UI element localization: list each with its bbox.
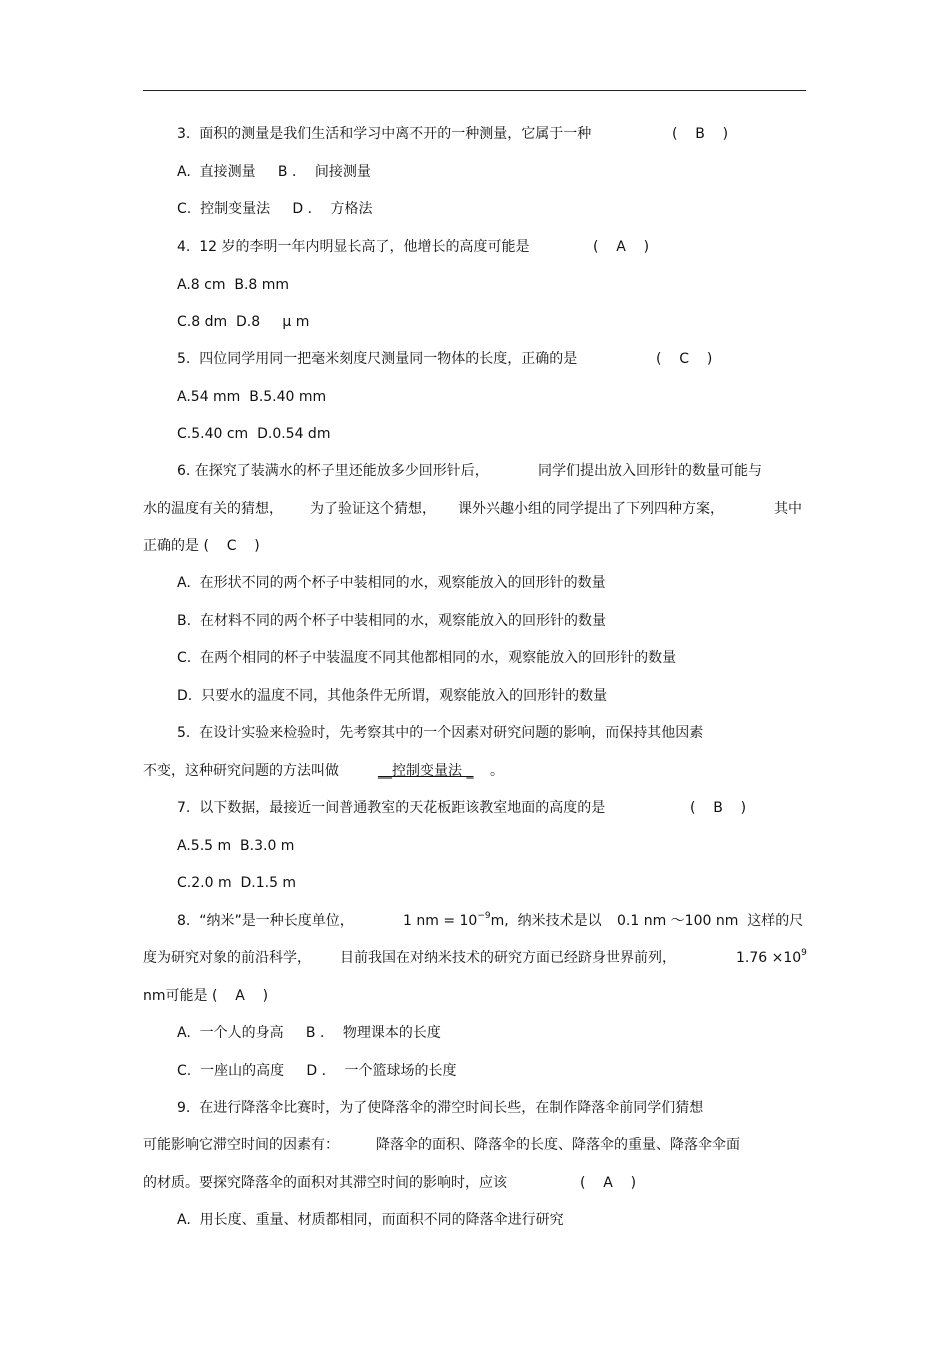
question-6-line2-d: 其中	[774, 501, 802, 517]
question-3-stem: 3. 面积的测量是我们生活和学习中离不开的一种测量，它属于一种	[177, 126, 592, 142]
question-6-option-a: A. 在形状不同的两个杯子中装相同的水，观察能放入的回形针的数量	[177, 575, 606, 591]
question-6-option-c: C. 在两个相同的杯子中装温度不同其他都相同的水，观察能放入的回形针的数量	[177, 650, 677, 666]
question-6-line2-c: 课外兴趣小组的同学提出了下列四种方案，	[458, 501, 724, 517]
question-3-options-ab: A. 直接测量 B ． 间接测量	[177, 164, 371, 180]
question-9-answer: ( A )	[580, 1175, 637, 1191]
question-8-line2-a: 度为研究对象的前沿科学，	[143, 950, 311, 966]
question-5-stem: 5. 四位同学用同一把毫米刻度尺测量同一物体的长度，正确的是	[177, 351, 578, 367]
question-8-options-ab: A. 一个人的身高 B ． 物理课本的长度	[177, 1025, 441, 1041]
question-5b-line2: 不变，这种研究问题的方法叫做	[143, 763, 339, 779]
question-7-options-cd: C.2.0 m D.1.5 m	[177, 875, 297, 891]
question-9-line1: 9. 在进行降落伞比赛时，为了使降落伞的滞空时间长些，在制作降落伞前同学们猜想	[177, 1100, 704, 1116]
question-6-line1-a: 6. 在探究了装满水的杯子里还能放多少回形针后，	[177, 463, 489, 479]
question-3-answer: ( B )	[672, 126, 729, 142]
question-8-value: $1.76 \times 10^9$	[736, 948, 807, 966]
question-8-line1-a: 8. “纳米”是一种长度单位，	[177, 913, 354, 929]
header-rule	[143, 90, 806, 91]
question-5b-line2-end: 。	[490, 763, 504, 779]
question-5-options-cd: C.5.40 cm D.0.54 dm	[177, 426, 331, 442]
question-6-option-b: B. 在材料不同的两个杯子中装相同的水，观察能放入的回形针的数量	[177, 613, 606, 629]
question-8-line3: nm可能是 ( A )	[143, 988, 269, 1004]
question-8-formula: 1 nm = $10^{-9}m$, 纳米技术是以	[403, 911, 602, 929]
question-9-line2-b: 降落伞的面积、降落伞的长度、降落伞的重量、降落伞伞面	[376, 1137, 740, 1153]
question-4-options-cd: C.8 dm D.8 μ m	[177, 314, 310, 330]
question-9-line2-a: 可能影响它滞空时间的因素有：	[143, 1137, 339, 1153]
question-4-stem: 4. 12 岁的李明一年内明显长高了，他增长的高度可能是	[177, 239, 530, 255]
question-6-line2-b: 为了验证这个猜想，	[310, 501, 436, 517]
question-8-options-cd: C. 一座山的高度 D ． 一个篮球场的长度	[177, 1063, 457, 1079]
question-6-line3: 正确的是 ( C )	[143, 538, 260, 554]
question-5b-line1: 5. 在设计实验来检验时，先考察其中的一个因素对研究问题的影响，而保持其他因素	[177, 725, 704, 741]
question-9-option-a: A. 用长度、重量、材质都相同，而面积不同的降落伞进行研究	[177, 1212, 564, 1228]
question-5-answer: ( C )	[656, 351, 713, 367]
question-9-line3-a: 的材质。要探究降落伞的面积对其滞空时间的影响时，应该	[143, 1175, 507, 1191]
question-7-answer: ( B )	[690, 800, 747, 816]
question-8-line2-b: 目前我国在对纳米技术的研究方面已经跻身世界前列，	[340, 950, 676, 966]
question-6-line1-b: 同学们提出放入回形针的数量可能与	[538, 463, 762, 479]
question-6-line2-a: 水的温度有关的猜想，	[143, 501, 283, 517]
question-4-answer: ( A )	[593, 239, 650, 255]
question-8-line1-d: 0.1 nm ～100 nm 这样的尺	[617, 913, 804, 929]
question-5b-answer-blank: __控制变量法 _	[378, 763, 474, 779]
question-4-options-ab: A.8 cm B.8 mm	[177, 277, 290, 293]
question-7-stem: 7. 以下数据，最接近一间普通教室的天花板距该教室地面的高度的是	[177, 800, 606, 816]
question-5-options-ab: A.54 mm B.5.40 mm	[177, 389, 327, 405]
question-6-option-d: D. 只要水的温度不同，其他条件无所谓，观察能放入的回形针的数量	[177, 688, 608, 704]
question-7-options-ab: A.5.5 m B.3.0 m	[177, 838, 295, 854]
question-3-options-cd: C. 控制变量法 D ． 方格法	[177, 201, 373, 217]
